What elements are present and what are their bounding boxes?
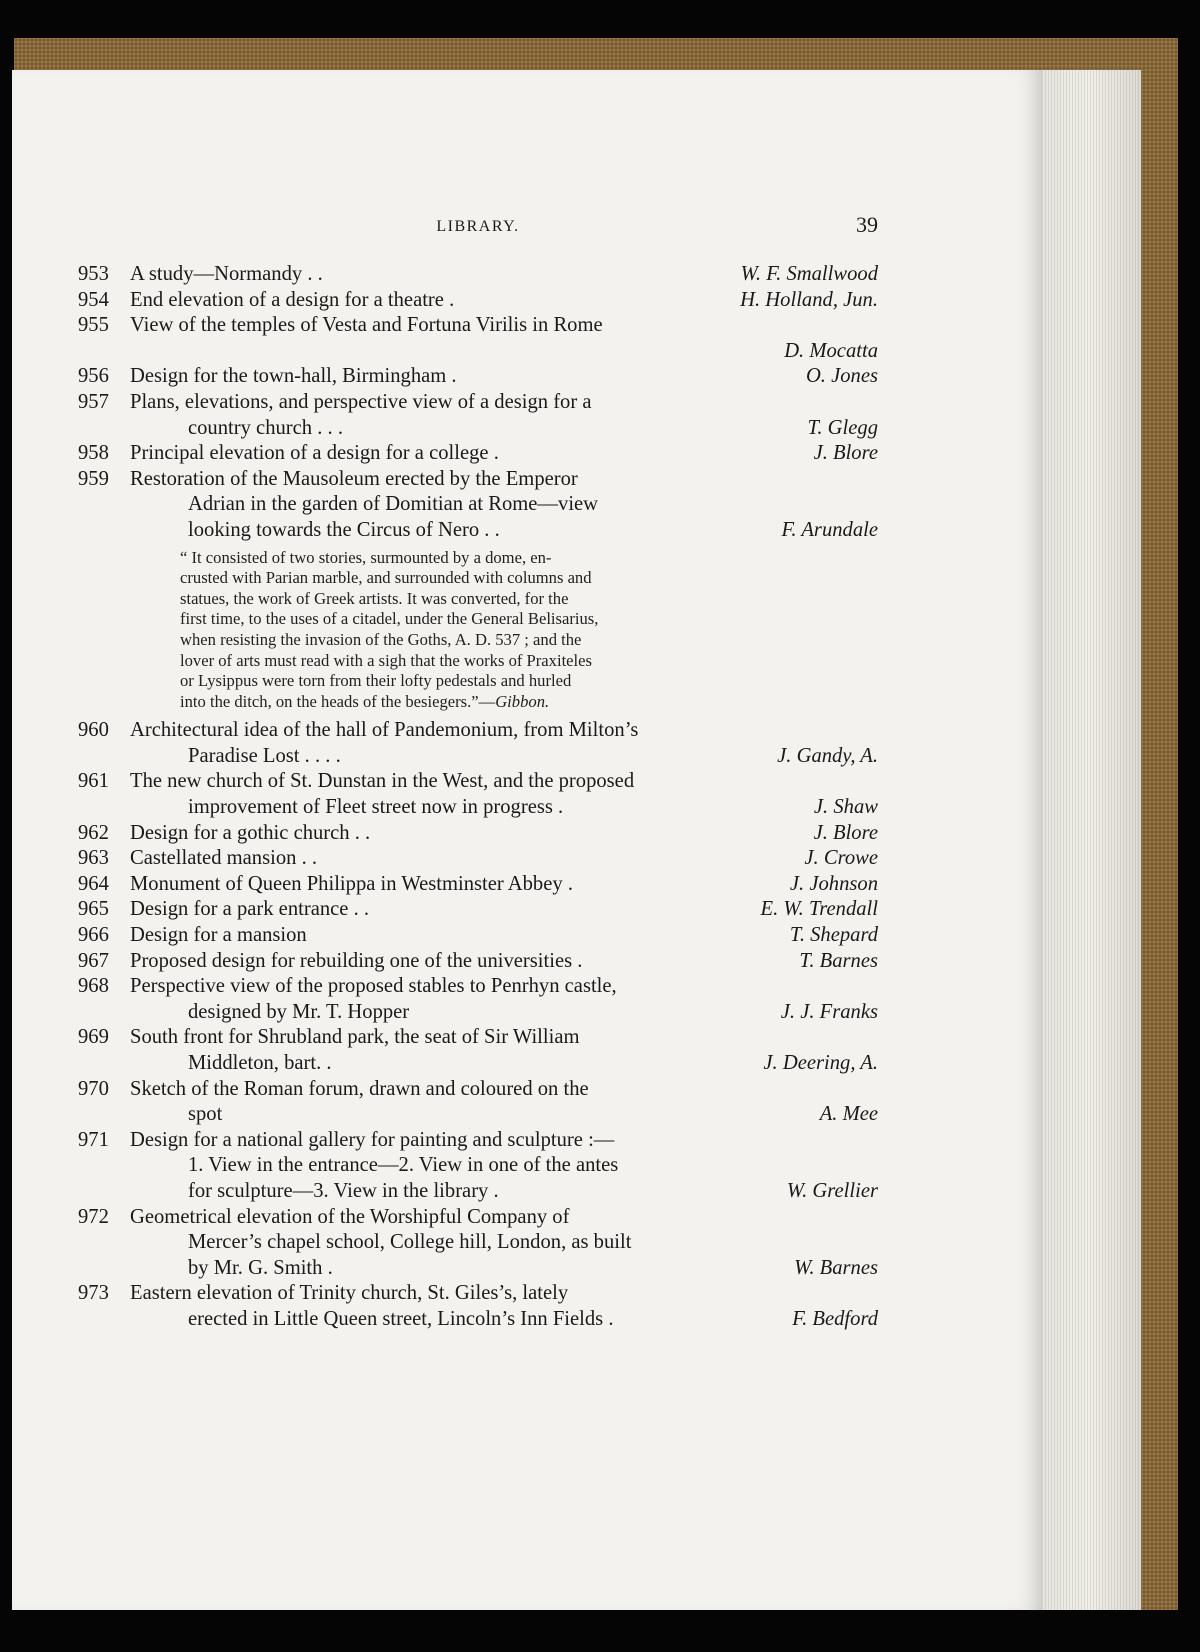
- quotation-line: [180, 651, 878, 672]
- catalogue-entry: [78, 846, 878, 872]
- entry-line: [78, 1025, 878, 1051]
- quotation-text: lover of arts must read with a sigh that the works of Praxiteles: [180, 650, 592, 670]
- entry-author: A. Mee: [819, 1103, 878, 1126]
- catalogue-entry: [78, 923, 878, 949]
- running-head-title: LIBRARY.: [436, 218, 520, 235]
- entry-line: [78, 1128, 878, 1154]
- entry-line: [78, 1256, 878, 1282]
- quotation-line: [180, 589, 878, 610]
- quotation-line: [180, 692, 878, 713]
- entry-line: [78, 1000, 878, 1026]
- entry-title-text: designed by Mr. T. Hopper: [188, 1000, 410, 1023]
- entry-title-text: Middleton, bart. .: [188, 1052, 332, 1074]
- entry-line: [78, 416, 878, 442]
- entry-line: [78, 313, 878, 339]
- entry-title-text: Plans, elevations, and perspective view of a design for a: [130, 390, 592, 413]
- entry-line: [78, 1153, 878, 1179]
- entry-line: [78, 262, 878, 288]
- entry-title-text: Proposed design for rebuilding one of the universities .: [130, 949, 583, 972]
- catalogue-entry: [78, 1077, 878, 1128]
- entry-number: 972: [78, 1205, 109, 1228]
- entry-title-text: erected in Little Queen street, Lincoln’s Inn Fields .: [188, 1307, 614, 1330]
- entry-author: O. Jones: [805, 365, 878, 388]
- page-number: 39: [856, 212, 878, 237]
- quotation-text: crusted with Parian marble, and surrounded with columns and: [180, 568, 592, 588]
- entry-quotation: [78, 548, 878, 713]
- entry-title-text: Architectural idea of the hall of Pandemonium, from Milton’s: [130, 719, 639, 742]
- entry-line: [78, 1281, 878, 1307]
- entry-line: [78, 1102, 878, 1128]
- entry-author: J. Deering, A.: [763, 1052, 878, 1074]
- entry-number: 973: [78, 1282, 109, 1305]
- entry-title-text: Eastern elevation of Trinity church, St. Giles’s, lately: [130, 1282, 569, 1305]
- entry-title-text: Castellated mansion . .: [130, 847, 318, 870]
- entry-line: [78, 441, 878, 467]
- entry-line: [78, 795, 878, 821]
- entry-author: W. F. Smallwood: [740, 263, 878, 285]
- entry-number: 964: [78, 872, 109, 895]
- catalogue-entry: [78, 821, 878, 847]
- entry-number: 963: [78, 847, 109, 870]
- entry-title-text: Mercer’s chapel school, College hill, London, as built: [188, 1231, 632, 1254]
- entry-title-text: spot: [188, 1103, 223, 1126]
- catalogue-entry: [78, 313, 878, 364]
- catalogue-entry: [78, 1025, 878, 1076]
- entry-number: 955: [78, 314, 109, 337]
- quotation-source: Gibbon.: [495, 691, 550, 711]
- entry-line: [78, 744, 878, 770]
- entry-title-text: South front for Shrubland park, the seat of Sir William: [130, 1026, 580, 1049]
- entry-author: J. Johnson: [789, 872, 878, 895]
- entry-line: [78, 872, 878, 898]
- quotation-text: “ It consisted of two stories, surmounted by a dome, en-: [180, 547, 552, 567]
- entry-number: 968: [78, 975, 109, 998]
- book-page: [12, 70, 1042, 1610]
- entry-author: T. Shepard: [789, 924, 878, 947]
- entry-number: 971: [78, 1128, 109, 1151]
- catalogue-entry: [78, 872, 878, 898]
- page-content: [78, 212, 878, 1333]
- entry-author: T. Barnes: [799, 949, 878, 972]
- catalogue-entry: [78, 897, 878, 923]
- entry-line: [78, 364, 878, 390]
- entry-title-text: Design for a park entrance . .: [130, 898, 370, 921]
- entry-title-text: Sketch of the Roman forum, drawn and coloured on the: [130, 1077, 589, 1100]
- entry-line: [78, 339, 878, 365]
- entry-title-text: A study—Normandy . .: [130, 263, 323, 285]
- entry-number: 970: [78, 1077, 109, 1100]
- quotation-text: when resisting the invasion of the Goths, A. D. 537 ; and the: [180, 629, 582, 649]
- entry-line: [78, 467, 878, 493]
- entry-author: E. W. Trendall: [760, 898, 878, 921]
- entry-author: J. Blore: [813, 821, 878, 844]
- entry-title-text: Restoration of the Mausoleum erected by the Emperor: [130, 467, 578, 490]
- entry-author: D. Mocatta: [784, 339, 878, 362]
- entry-line: [78, 288, 878, 314]
- entry-author: J. Blore: [813, 442, 878, 465]
- entry-line: [78, 769, 878, 795]
- entry-title-text: looking towards the Circus of Nero . .: [188, 518, 500, 541]
- entry-title-text: View of the temples of Vesta and Fortuna Virilis in Rome: [130, 314, 603, 337]
- entry-line: [78, 1077, 878, 1103]
- quotation-line: [180, 568, 878, 589]
- entry-title-text: Design for a national gallery for painting and sculpture :—: [130, 1128, 615, 1151]
- entry-line: [78, 1307, 878, 1333]
- entry-author: J. Crowe: [804, 847, 878, 870]
- quotation-text: first time, to the uses of a citadel, under the General Belisarius,: [180, 609, 599, 629]
- entry-title-text: The new church of St. Dunstan in the West, and the proposed: [130, 770, 635, 793]
- entry-number: 957: [78, 390, 109, 413]
- entry-title-text: Geometrical elevation of the Worshipful Company of: [130, 1205, 570, 1228]
- catalogue-entry: [78, 949, 878, 975]
- entry-title-text: Monument of Queen Philippa in Westminster Abbey .: [130, 872, 573, 895]
- entry-number: 959: [78, 467, 109, 490]
- quotation-text: statues, the work of Greek artists. It was converted, for the: [180, 588, 569, 608]
- entry-line: [78, 846, 878, 872]
- entry-number: 965: [78, 898, 109, 921]
- catalogue-entry: [78, 441, 878, 467]
- catalogue-entry: [78, 718, 878, 769]
- entry-author: J. Gandy, A.: [777, 744, 878, 767]
- entry-title-text: Design for a mansion: [130, 924, 307, 947]
- catalogue-entry: [78, 1281, 878, 1332]
- quotation-text: or Lysippus were torn from their lofty pedestals and hurled: [180, 671, 572, 691]
- entry-author: F. Arundale: [781, 518, 878, 541]
- entry-author: W. Barnes: [794, 1256, 878, 1279]
- entry-line: [78, 1230, 878, 1256]
- quotation-line: [180, 630, 878, 651]
- entry-title-text: country church . . .: [188, 416, 343, 439]
- entry-author: H. Holland, Jun.: [740, 288, 878, 311]
- entry-line: [78, 718, 878, 744]
- entry-line: [78, 949, 878, 975]
- entry-title-text: Design for the town-hall, Birmingham .: [130, 365, 457, 388]
- entry-title-text: for sculpture—3. View in the library .: [188, 1179, 499, 1202]
- entry-author: W. Grellier: [786, 1179, 878, 1202]
- entry-line: [78, 974, 878, 1000]
- entry-title-text: End elevation of a design for a theatre .: [130, 288, 455, 311]
- catalogue-entry: [78, 364, 878, 390]
- entry-author: J. Shaw: [813, 796, 878, 819]
- entry-number: 966: [78, 924, 109, 947]
- running-head: [78, 212, 878, 242]
- catalogue-entry: [78, 390, 878, 441]
- entry-number: 960: [78, 719, 109, 742]
- entry-number: 956: [78, 365, 109, 388]
- entry-line: [78, 923, 878, 949]
- entry-title-text: by Mr. G. Smith .: [188, 1256, 333, 1279]
- quotation-line: [180, 609, 878, 630]
- entry-title-text: 1. View in the entrance—2. View in one of the antes: [188, 1154, 619, 1177]
- catalogue-entry: [78, 262, 878, 288]
- entry-title-text: Paradise Lost . . . .: [188, 744, 341, 767]
- entry-line: [78, 390, 878, 416]
- entry-line: [78, 492, 878, 518]
- entry-number: 953: [78, 263, 109, 285]
- entry-line: [78, 518, 878, 544]
- entry-number: 961: [78, 770, 109, 793]
- quotation-text: into the ditch, on the heads of the besiegers.”—: [180, 691, 496, 711]
- entry-number: 958: [78, 442, 109, 465]
- entry-number: 962: [78, 821, 109, 844]
- entry-author: T. Glegg: [807, 416, 878, 439]
- entry-author: J. J. Franks: [780, 1000, 878, 1023]
- catalogue-entry: [78, 769, 878, 820]
- entry-line: [78, 1205, 878, 1231]
- entry-line: [78, 897, 878, 923]
- entry-title-text: improvement of Fleet street now in progress .: [188, 796, 564, 819]
- entry-number: 969: [78, 1026, 109, 1049]
- entry-title-text: Adrian in the garden of Domitian at Rome—view: [188, 493, 599, 516]
- entry-title-text: Perspective view of the proposed stables to Penrhyn castle,: [130, 975, 617, 998]
- catalogue-entry: [78, 288, 878, 314]
- catalogue-entry: [78, 974, 878, 1025]
- quotation-line: [180, 671, 878, 692]
- catalogue-entry: [78, 1128, 878, 1205]
- catalogue-entry: [78, 1205, 878, 1282]
- catalogue-entries: [78, 262, 878, 1333]
- entry-title-text: Principal elevation of a design for a college .: [130, 442, 499, 465]
- entry-line: [78, 821, 878, 847]
- quotation-line: [180, 548, 878, 569]
- entry-line: [78, 1051, 878, 1077]
- entry-author: F. Bedford: [792, 1307, 878, 1330]
- entry-line: [78, 1179, 878, 1205]
- catalogue-entry: [78, 467, 878, 544]
- entry-title-text: Design for a gothic church . .: [130, 821, 371, 844]
- entry-number: 954: [78, 288, 109, 311]
- entry-number: 967: [78, 949, 109, 972]
